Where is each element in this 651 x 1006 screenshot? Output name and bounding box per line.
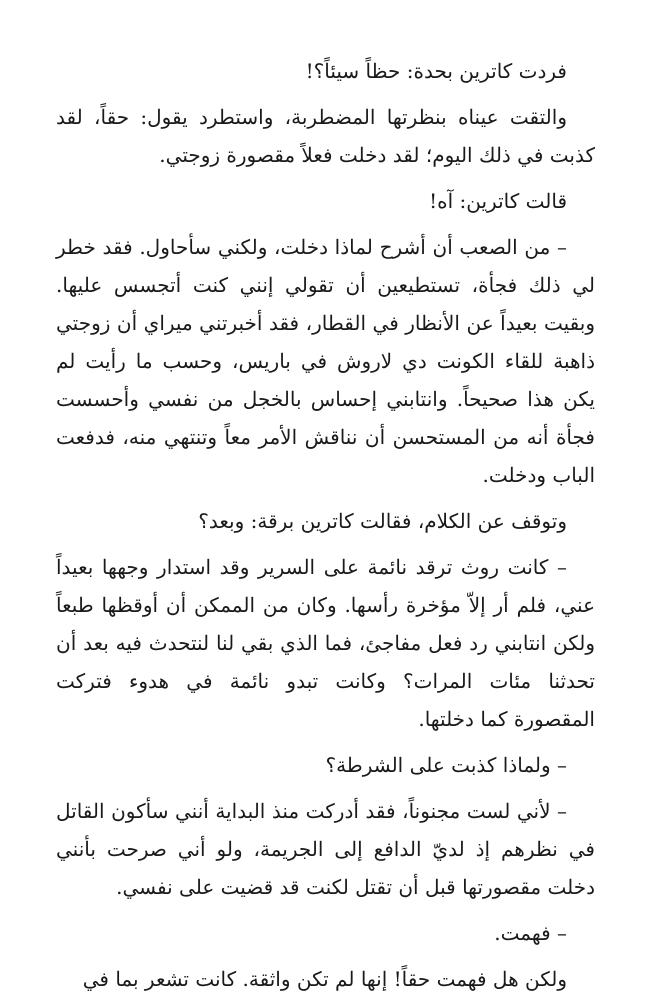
paragraph: – لأني لست مجنوناً، فقد أدركت منذ البداية أنني سأكون القاتل في نظرهم إذ لديّ الدافع إلى الجريمة، ولو أني صرحت بأنني دخلت مقصورتها قبل أن تقتل لكنت قد قضيت على نفسي. (56, 799, 595, 899)
paragraph: قالت كاترين: آه! (429, 189, 567, 213)
paragraph: – كانت روث ترقد نائمة على السرير وقد استدار وجهها بعيداً عني، فلم أر إلاّ مؤخرة رأسها. وكان من الممكن أن أوقظها طبعاً ولكن انتابني رد فعل مفاجئ، فما الذي بقي لنا لنتحدث فيه بعد أن تحدثنا مئات المرات؟ وكانت تبدو نائمة في هدوء فتركت المقصورة كما دخلتها. (56, 555, 595, 731)
paragraph: وتوقف عن الكلام، فقالت كاترين برقة: وبعد؟ (198, 509, 567, 533)
paragraph: فردت كاترين بحدة: حظاً سيئاً؟! (305, 59, 567, 83)
paragraph: – ولماذا كذبت على الشرطة؟ (325, 753, 567, 777)
paragraph: والتقت عيناه بنظرتها المضطربة، واستطرد يقول: حقاً، لقد كذبت في ذلك اليوم؛ لقد دخلت فعلاً مقصورة زوجتي. (56, 105, 595, 167)
paragraph: ولكن هل فهمت حقاً! إنها لم تكن واثقة. كانت تشعر بما في (82, 967, 567, 991)
paragraph: – من الصعب أن أشرح لماذا دخلت، ولكني سأحاول. فقد خطر لي ذلك فجأة، تستطيعين أن تقولي إنني كنت أتجسس عليها. وبقيت بعيداً عن الأنظار في القطار، فقد أخبرتني ميراي أن زوجتي ذاهبة للقاء الكونت دي لاروش في باريس، وحسب ما رأيت لم يكن هذا صحيحاً. وانتابني إحساس بالخجل من نفسي وأحسست فجأة أنه من المستحسن أن نناقش الأمر معاً وتنتهي منه، فدفعت الباب ودخلت. (56, 235, 595, 487)
page-text (56, 52, 595, 1006)
paragraph: – فهمت. (494, 921, 567, 945)
